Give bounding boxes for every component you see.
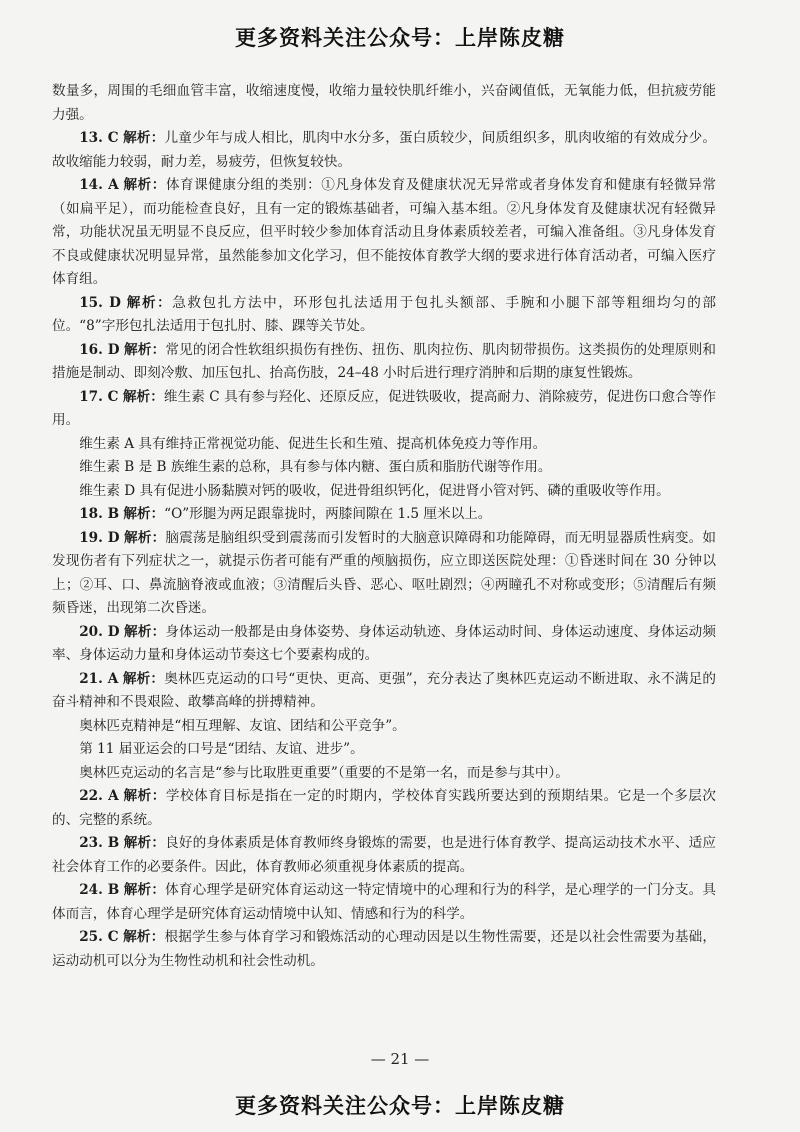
analysis-text: 维生素 C 具有参与羟化、还原反应，促进铁吸收，提高耐力、消除疲劳，促进伤口愈合等作用。 [52, 388, 717, 428]
analysis-label: 解析： [123, 882, 166, 898]
analysis-text: 奥林匹克运动的口号“更快、更高、更强”，充分表达了奥林匹克运动不断进取、永不满足的奋斗精神和不畏艰险、敢攀高峰的拼搏精神。 [52, 670, 716, 710]
answer-number: 15. D [79, 294, 121, 311]
answer-23 [52, 832, 716, 879]
olympic-spirit-note: 奥林匹克精神是“相互理解、友谊、团结和公平竞争”。 [79, 717, 406, 734]
answer-16 [52, 339, 716, 386]
answer-number: 24. B [79, 882, 120, 898]
analysis-label: 解析： [124, 623, 166, 640]
vitamin-b-note: 维生素 B 是 B 族维生素的总称，具有参与体内糖、蛋白质和脂肪代谢等作用。 [79, 459, 552, 475]
footer-banner: 更多资料关注公众号：上岸陈皮糖 [235, 1094, 565, 1118]
analysis-text: 体育心理学是研究体育运动这一特定情境中的心理和行为的科学，是心理学的一门分支。具体而言，体育心理学是研究体育运动情境中认知、情感和行为的科学。 [52, 882, 717, 922]
analysis-text: 脑震荡是脑组织受到震荡而引发暂时的大脑意识障碍和功能障碍，而无明显器质性病变。如发现伤者有下列症状之一，就提示伤者可能有严重的颅脑损伤，应立即送医院处理：①昏迷时间在 30 分钟以上；②耳、口、鼻流脑脊液或血液；③清醒后头昏、恶心、呕吐剧烈；④两瞳孔不对称或变形；⑤清醒后有频频昏迷，出现第二次昏迷。 [52, 529, 717, 616]
answer-25 [52, 926, 716, 973]
answer-15 [52, 292, 716, 339]
analysis-text: 儿童少年与成人相比，肌肉中水分多，蛋白质较少，间质组织多，肌肉收缩的有效成分少。故收缩能力较弱，耐力差，易疲劳，但恢复较快。 [52, 130, 717, 170]
answer-24 [52, 879, 716, 926]
analysis-label: 解析： [123, 788, 166, 804]
header-banner: 更多资料关注公众号：上岸陈皮糖 [235, 26, 565, 50]
analysis-text: 学校体育目标是指在一定的时期内，学校体育实践所要达到的预期结果。它是一个多层次的、完整的系统。 [52, 788, 717, 828]
analysis-text: “O”形腿为两足跟靠拢时，两膝间隙在 1.5 厘米以上。 [164, 506, 492, 522]
answer-20 [52, 621, 716, 668]
analysis-label: 解析： [123, 177, 166, 193]
analysis-text: 体育课健康分组的类别：①凡身体发育及健康状况无异常或者身体发育和健康有轻微异常（如扁平足），而功能检查良好，且有一定的锻炼基础者，可编入基本组。②凡身体发育及健康状况有轻微异常，功能状况虽无明显不良反应，但平时较少参加体育活动且身体素质较差者，可编入准备组。③凡身体发育不良或健康状况明显异常，虽然能参加文化学习，但不能按体育教学大纲的要求进行体育活动者，可编入医疗体育组。 [52, 177, 717, 287]
answer-number: 13. C [79, 130, 119, 146]
analysis-text: 常见的闭合性软组织损伤有挫伤、扭伤、肌肉拉伤、肌肉韧带损伤。这类损伤的处理原则和措施是制动、即刻冷敷、加压包扎、抬高伤肢，24–48 小时后进行理疗消肿和后期的康复性锻炼。 [52, 341, 717, 381]
answer-number: 16. D [79, 341, 120, 358]
answer-number: 19. D [79, 529, 120, 546]
continuation-text: 数量多，周围的毛细血管丰富，收缩速度慢，收缩力量较快肌纤维小，兴奋阈值低，无氧能力低，但抗疲劳能力强。 [52, 83, 716, 123]
answer-22 [52, 785, 716, 832]
answer-number: 20. D [79, 623, 120, 640]
analysis-label: 解析： [122, 670, 165, 687]
answer-18 [52, 503, 716, 527]
analysis-text: 根据学生参与体育学习和锻炼活动的心理动因是以生物性需要，还是以社会性需要为基础，运动动机可以分为生物性动机和社会性动机。 [52, 929, 717, 969]
answer-19 [52, 527, 716, 621]
analysis-label: 解析： [123, 835, 166, 851]
analysis-text: 良好的身体素质是体育教师终身锻炼的需要，也是进行体育教学、提高运动技术水平、适应社会体育工作的必要条件。因此，体育教师必须重视身体素质的提高。 [52, 835, 717, 875]
analysis-label: 解析： [123, 506, 165, 522]
analysis-label: 解析： [126, 294, 173, 311]
answer-17 [52, 386, 716, 433]
answer-13 [52, 127, 716, 174]
answer-number: 18. B [79, 506, 120, 522]
analysis-label: 解析： [124, 341, 166, 358]
asian-games-note: 第 11 届亚运会的口号是“团结、友谊、进步”。 [79, 741, 364, 757]
vitamin-d-note: 维生素 D 具有促进小肠黏膜对钙的吸收，促进骨组织钙化，促进肾小管对钙、磷的重吸收等作用。 [79, 482, 670, 499]
answer-number: 25. C [79, 929, 119, 945]
answer-number: 21. A [79, 670, 119, 687]
page-number: — 21 — [370, 1050, 430, 1068]
answer-number: 23. B [79, 835, 120, 851]
answer-21 [52, 668, 716, 715]
analysis-label: 解析： [124, 529, 166, 546]
answer-number: 14. A [79, 177, 119, 193]
answer-14 [52, 174, 716, 292]
answer-number: 22. A [79, 788, 119, 804]
vitamin-a-note: 维生素 A 具有维持正常视觉功能、促进生长和生殖、提高机体免疫力等作用。 [79, 435, 547, 452]
olympic-motto-note: 奥林匹克运动的名言是“参与比取胜更重要”（重要的不是第一名，而是参与其中）。 [79, 764, 569, 781]
analysis-text: 急救包扎方法中，环形包扎法适用于包扎头额部、手腕和小腿下部等粗细均匀的部位。“8”字形包扎法适用于包扎肘、膝、踝等关节处。 [52, 294, 717, 334]
answer-number: 17. C [79, 388, 119, 405]
analysis-label: 解析： [123, 929, 165, 945]
analysis-label: 解析： [123, 130, 165, 146]
answer-content [52, 80, 716, 973]
analysis-label: 解析： [122, 388, 164, 405]
analysis-text: 身体运动一般都是由身体姿势、身体运动轨迹、身体运动时间、身体运动速度、身体运动频率、身体运动力量和身体运动节奏这七个要素构成的。 [52, 623, 717, 663]
